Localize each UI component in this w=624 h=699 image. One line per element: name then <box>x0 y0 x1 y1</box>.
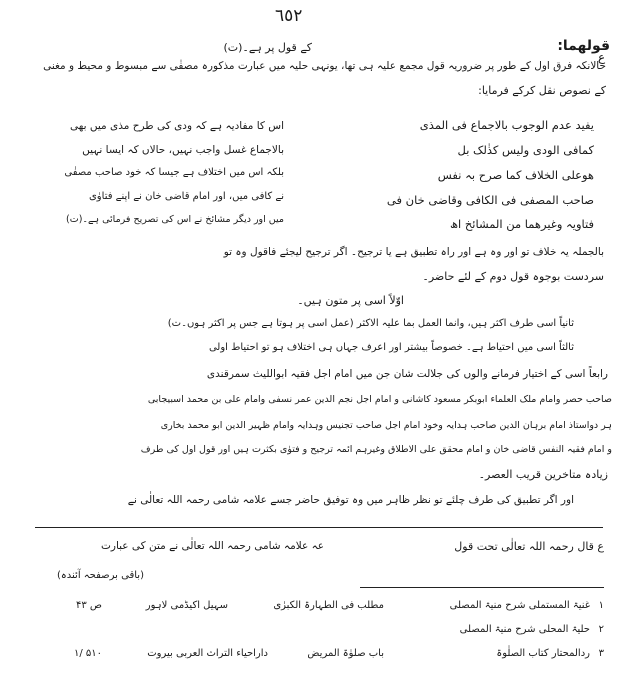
body-line: و امام فقیہ النفس قاضی خان و امام محقق علی الاطلاق وغیرہم ائمہ ترجیح و فتوٰی بکثرت ہیں اور قول اول کی طرف <box>140 444 612 455</box>
body-line: ہر دواستاذ امام برہان الدین صاحب ہدایہ وخود امام اجل صاحب تجنیس وہدایہ وامام ظہیر الدین ابو محمد بخاری <box>160 420 612 431</box>
footnote-title: حلیۃ المحلی شرح منیۃ المصلی <box>459 624 590 635</box>
footnote-publisher: سہیل اکیڈمی لاہور <box>145 600 228 611</box>
footnote-bar-right: ع قال رحمہ اللہ تعالٰی تحت قول <box>454 540 604 553</box>
body-line: سردست بوجوہ قول دوم کے لئے حاضر۔ <box>422 270 604 283</box>
margin-mark: ع <box>598 50 606 64</box>
body-line: ثالثاً اسی میں احتیاط ہے۔ خصوصاً بیشتر اور اعرف جہاں ہی اختلاف ہو تو احتیاط اولی <box>208 342 574 353</box>
urdu-translation-line: بالاجماع غسل واجب نہیں، حالاں کہ ایسا نہیں <box>82 144 284 156</box>
footnote-title: ردالمحتار کتاب الصلٰوۃ <box>496 648 590 659</box>
urdu-translation-line: اس کا مفادیہ ہے کہ ودی کی طرح مذی میں بھی <box>70 120 284 132</box>
heading-note: کے قول پر ہے۔(ت) <box>223 41 312 54</box>
body-line: بالجملہ یہ خلاف تو اور وہ ہے اور راہ تطبیق ہے یا ترجیح۔ اگر ترجیح لیجئے فاقول وہ تو <box>223 246 604 258</box>
footnote-publisher: داراحیاء التراث العربی بیروت <box>147 648 268 659</box>
body-line: زیادہ متاخرین قریب العصر۔ <box>478 468 608 481</box>
body-line: رابعاً اسی کے اختیار فرمانے والوں کی جلالت شان جن میں امام اجل فقیہ ابواللیث سمرقندی <box>206 368 608 380</box>
arabic-quote-line: یفید عدم الوجوب بالاجماع فی المذی <box>419 118 594 132</box>
arabic-quote-line: صاحب المصفی فی الکافی وقاضی خان فی <box>386 193 594 207</box>
intro-line-1: حالانکہ فرق اول کے طور پر ضروریہ قول مجمع علیہ ہی تھا، یونہی حلیہ میں عبارت مذکورہ مصفٰی سے مبسوط و محیط و مغنی <box>43 60 606 72</box>
footnote-section: باب صلوٰۃ المریض <box>307 648 384 659</box>
body-line: اوّلاً اسی پر متون ہیں۔ <box>297 294 404 307</box>
footnote-ref: ۱/ ۵۱۰ <box>73 648 102 659</box>
page-number: ٦٥٢ <box>275 6 303 26</box>
footnote-bar-left: عہ علامہ شامی رحمہ اللہ تعالٰی نے متن کی عبارت <box>100 540 324 552</box>
intro-line-2: کے نصوص نقل کرکے فرمایا: <box>478 84 606 97</box>
footnote-separator <box>35 527 603 528</box>
footnote-ref: ص ۴۳ <box>75 600 102 611</box>
heading-term: قولهما: <box>557 38 610 54</box>
arabic-quote-line: فتاویہ وغیرھما من المشائخ اھ <box>449 217 594 231</box>
footnote-section: مطلب فی الطہارۃ الکبرٰی <box>273 600 384 611</box>
urdu-translation-line: میں اور دیگر مشائخ نے اس کی تصریح فرمائی ہے۔(ت) <box>66 214 284 225</box>
arabic-quote-line: کمافی الودی ولیس کذٰلک بل <box>457 143 594 157</box>
body-line: صاحب حصر وامام ملک العلماء ابوبکر مسعود کاشانی و امام اجل نجم الدین عمر نسفی وامام علی بن محمد اسبیجابی <box>147 394 612 405</box>
footnote-number: ۳ <box>598 648 604 659</box>
urdu-translation-line: نے کافی میں، اور امام قاضی خان نے اپنے فتاوٰی <box>88 191 284 202</box>
continued-note: (باقی برصفحہ آئندہ) <box>57 570 144 581</box>
footnotes-separator <box>360 587 604 588</box>
footnote-number: ۱ <box>598 600 604 611</box>
footnote-title: غنیۃ المستملی شرح منیۃ المصلی <box>449 600 590 611</box>
footnote-number: ۲ <box>598 624 604 635</box>
urdu-translation-line: بلکہ اس میں اختلاف ہے جیسا کہ خود صاحب مصفٰی <box>64 167 284 178</box>
body-line: ثانیاً اسی طرف اکثر ہیں، وانما العمل بما علیہ الاکثر (عمل اسی پر ہوتا ہے جس پر اکثر ہوں۔ت) <box>167 318 574 329</box>
arabic-quote-line: ھوعلی الخلاف کما صرح بہ نفس <box>437 168 594 182</box>
body-line: اور اگر تطبیق کی طرف چلئے تو نظر ظاہر میں وہ توفیق حاضر جسے علامہ شامی رحمہ اللہ تعالٰی نے <box>127 494 574 506</box>
